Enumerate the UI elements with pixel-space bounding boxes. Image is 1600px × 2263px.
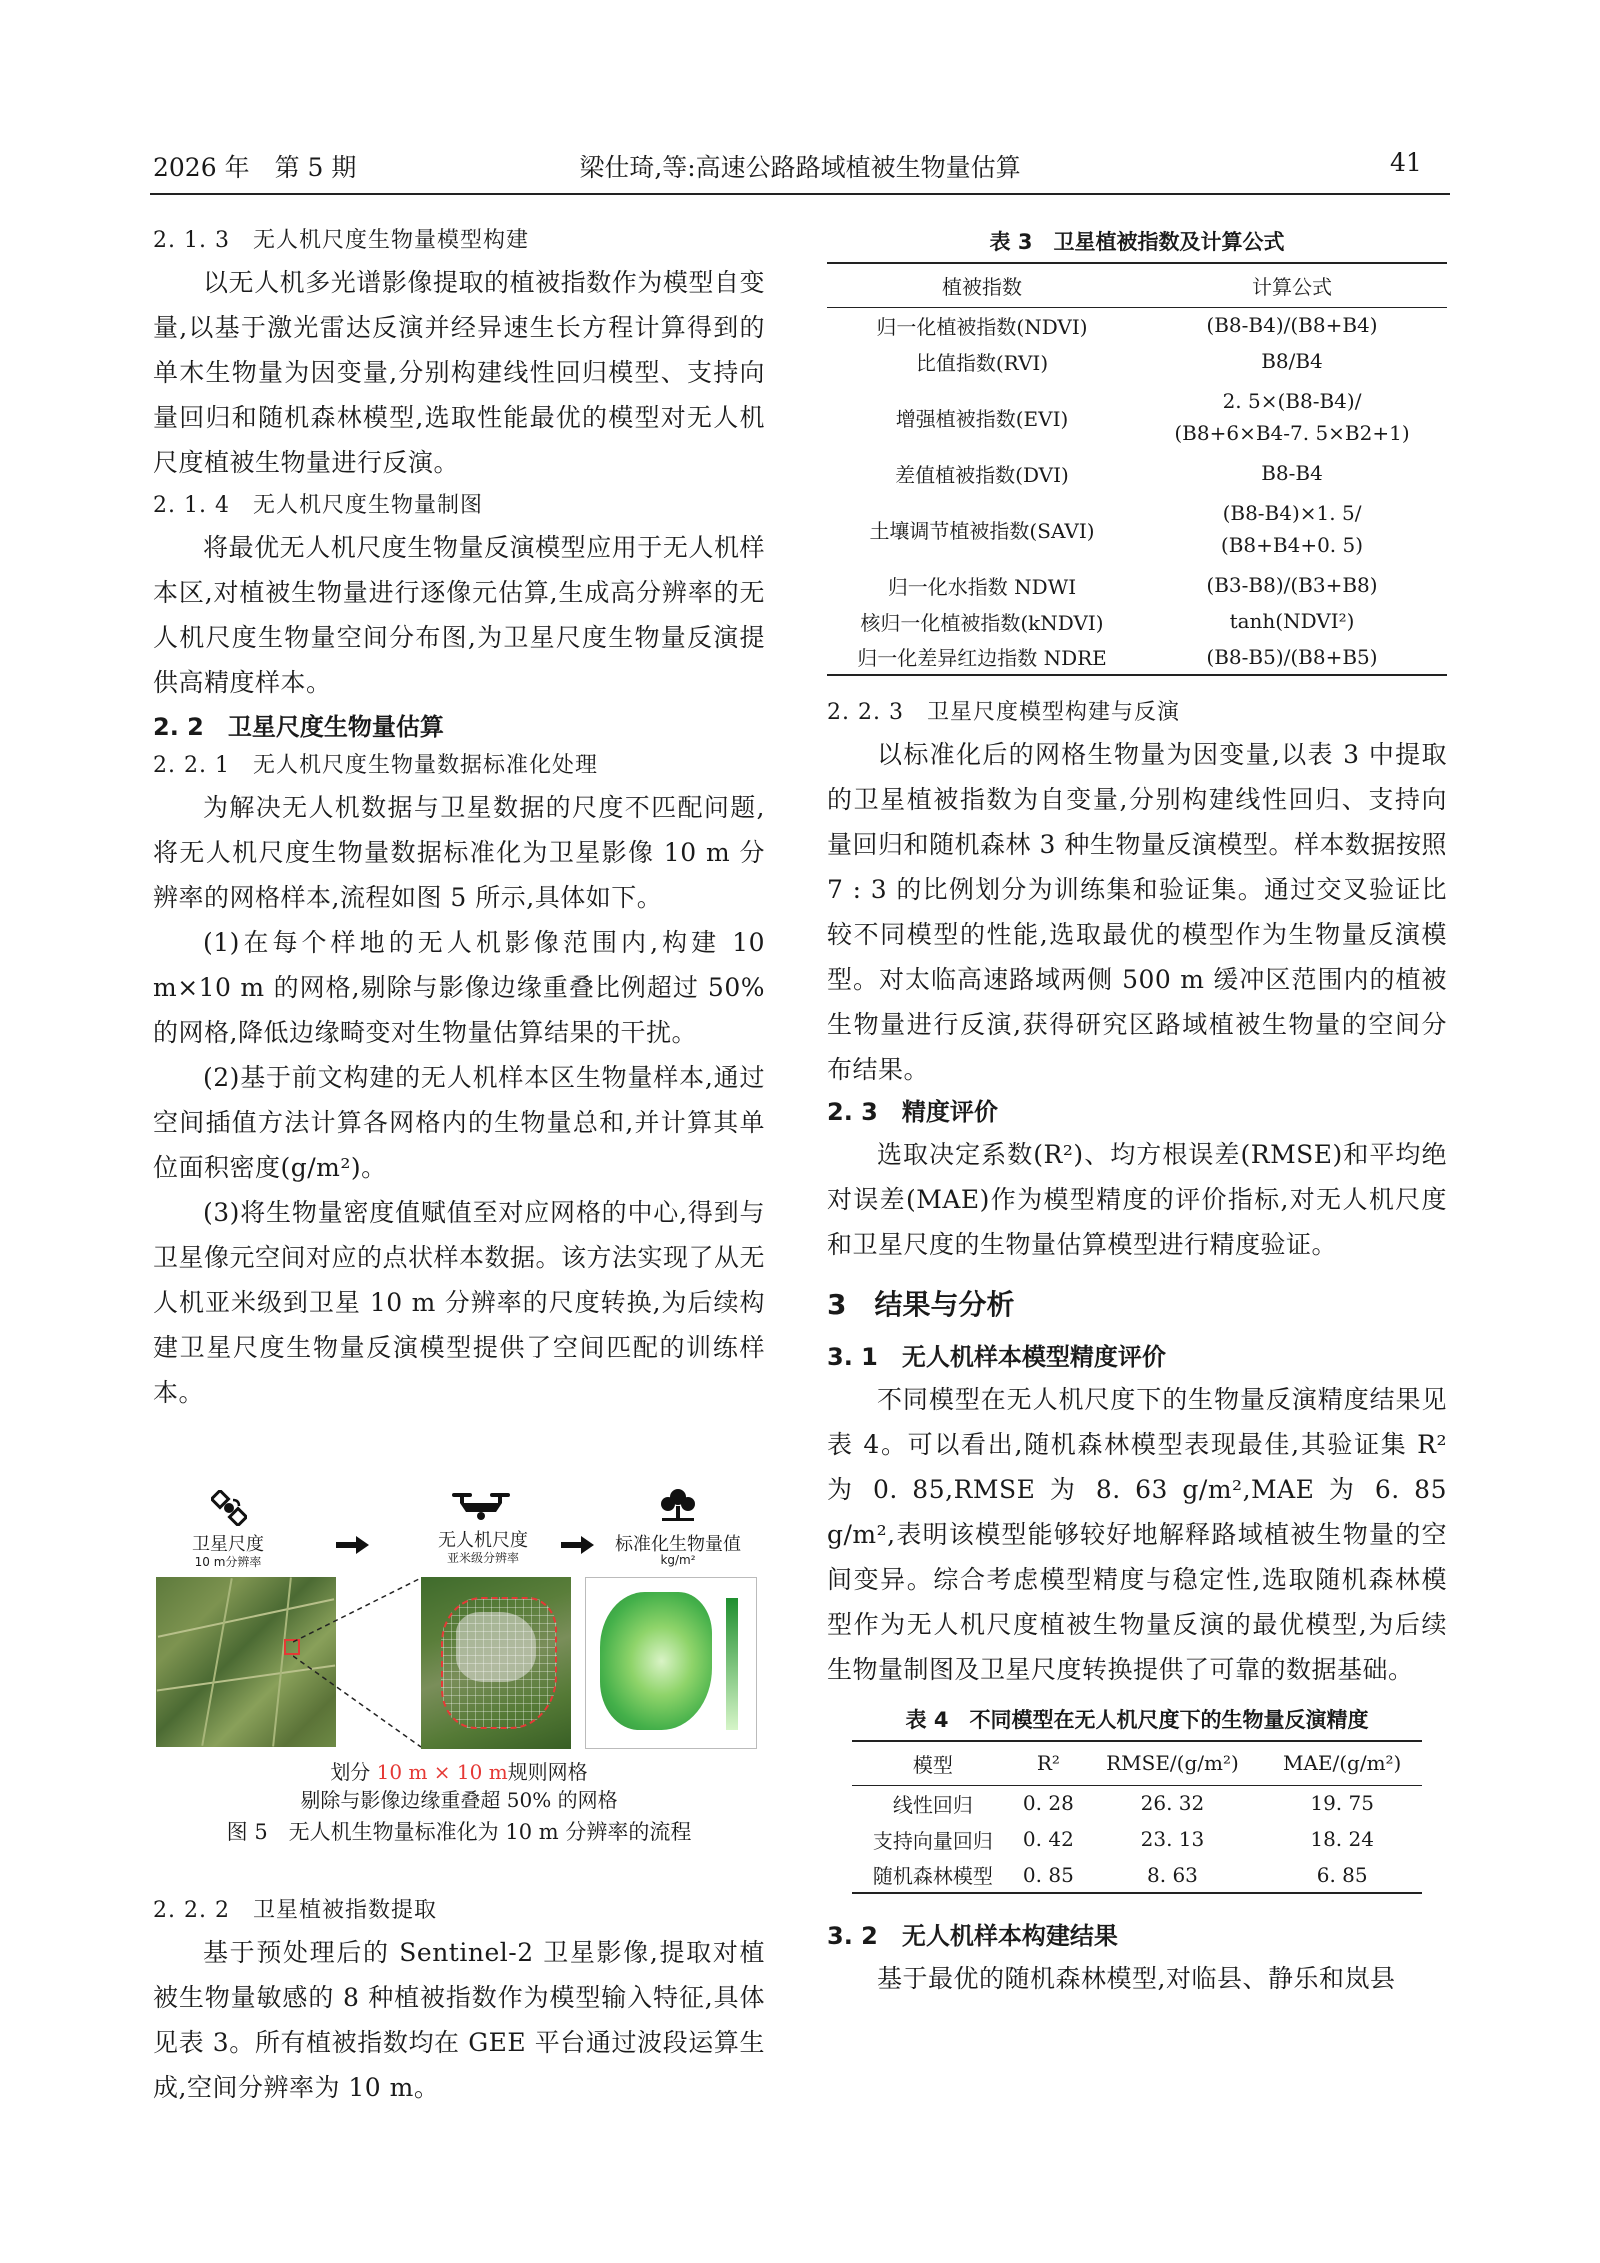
- section-3-1-heading: 3. 1 无人机样本模型精度评价: [827, 1343, 1166, 1371]
- arrow-right-icon: [561, 1535, 595, 1555]
- table-cell-formula: [1137, 455, 1447, 491]
- step-1-paragraph: (1)在每个样地的无人机影像范围内,构建 10 m×10 m 的网格,剔除与影像边缘重叠比例超过 50%的网格,降低边缘畸变对生物量估算结果的干扰。: [153, 928, 765, 1047]
- table-cell: 23. 13: [1140, 1827, 1205, 1851]
- figure-note-line-2: 剔除与影像边缘重叠超 50% 的网格: [300, 1788, 618, 1812]
- grid-overlay: [441, 1597, 557, 1729]
- section-2-1-3-heading: 2. 1. 3 无人机尺度生物量模型构建: [153, 228, 529, 253]
- table-cell-formula: [1137, 639, 1447, 675]
- arrow-right-icon: [336, 1535, 370, 1555]
- formula-line: (B8+B4+0. 5): [1220, 533, 1364, 557]
- satellite-resolution-label: 10 m分辨率: [194, 1555, 262, 1569]
- uav-image: [421, 1577, 571, 1749]
- section-3-heading: 3 结果与分析: [827, 1288, 1015, 1321]
- table-cell-index-name: 归一化植被指数(NDVI): [876, 314, 1088, 339]
- section-2-3-paragraph: 选取决定系数(R²)、均方根误差(RMSE)和平均绝对误差(MAE)作为模型精度的评价指标,对无人机尺度和卫星尺度的生物量估算模型进行精度验证。: [827, 1140, 1447, 1259]
- step-3-paragraph: (3)将生物量密度值赋值至对应网格的中心,得到与卫星像元空间对应的点状样本数据。该方法实现了从无人机亚米级到卫星 10 m 分辨率的尺度转换,为后续构建卫星尺度生物量反演模型提供了空间匹配的训练样本。: [153, 1198, 766, 1407]
- table-row: [827, 455, 1447, 491]
- biomass-unit-label: kg/m²: [660, 1553, 696, 1567]
- formula-line: tanh(NDVI²): [1229, 609, 1355, 633]
- table-cell: 0. 42: [1022, 1827, 1074, 1851]
- table-cell-index-name: 增强植被指数(EVI): [895, 406, 1069, 431]
- figure-5: [153, 1480, 765, 1860]
- table-3: [827, 262, 1447, 676]
- formula-line: 2. 5×(B8-B4)/: [1222, 389, 1362, 413]
- table-cell: 随机森林模型: [872, 1864, 993, 1888]
- header-rule: [150, 193, 1450, 195]
- table-cell: 6. 85: [1316, 1862, 1368, 1887]
- zoom-connector: [293, 1577, 423, 1752]
- table-cell-index-name: 归一化水指数 NDWI: [887, 574, 1077, 599]
- table-cell: 8. 63: [1147, 1862, 1198, 1887]
- section-2-2-2-heading: 2. 2. 2 卫星植被指数提取: [153, 1898, 437, 1923]
- table-header-row: [852, 1741, 1422, 1785]
- table-row: [827, 379, 1447, 455]
- section-2-1-3-paragraph: 以无人机多光谱影像提取的植被指数作为模型自变量,以基于激光雷达反演并经异速生长方程计算得到的单木生物量为因变量,分别构建线性回归模型、支持向量回归和随机森林模型,选取性能最优的模型对无人机尺度植被生物量进行反演。: [153, 268, 765, 477]
- table-cell: 线性回归: [892, 1792, 973, 1817]
- table-header-cell: R²: [1036, 1751, 1060, 1776]
- table-header-cell: 植被指数: [942, 274, 1022, 299]
- table-cell: 26. 32: [1140, 1791, 1205, 1816]
- table-cell-formula: [1137, 343, 1447, 379]
- table-cell-index-name: 核归一化植被指数(kNDVI): [860, 610, 1104, 635]
- table-header-cell: MAE/(g/m²): [1282, 1751, 1402, 1776]
- formula-line: (B8-B5)/(B8+B5): [1206, 644, 1378, 669]
- table-4-caption: 表 4 不同模型在无人机尺度下的生物量反演精度: [905, 1708, 1369, 1732]
- section-2-2-1-heading: 2. 2. 1 无人机尺度生物量数据标准化处理: [153, 753, 598, 778]
- section-2-1-4-heading: 2. 1. 4 无人机尺度生物量制图: [153, 493, 483, 518]
- section-3-2-heading: 3. 2 无人机样本构建结果: [827, 1922, 1118, 1950]
- table-4: [852, 1740, 1422, 1894]
- formula-line: (B8-B4)/(B8+B4): [1206, 313, 1378, 338]
- table-cell-index-name: 归一化差异红边指数 NDRE: [857, 646, 1107, 670]
- table-row: [852, 1821, 1422, 1857]
- journal-issue: 2026 年 第 5 期: [153, 153, 357, 182]
- section-2-3-heading: 2. 3 精度评价: [827, 1098, 998, 1126]
- formula-line: B8/B4: [1261, 349, 1323, 373]
- table-row: [827, 343, 1447, 379]
- table-cell-index-name: 比值指数(RVI): [915, 350, 1049, 375]
- page-number: 41: [1390, 148, 1422, 177]
- section-2-2-heading: 2. 2 卫星尺度生物量估算: [153, 713, 444, 741]
- table-row: [827, 603, 1447, 639]
- drone-icon: [450, 1490, 512, 1522]
- table-cell: 0. 28: [1022, 1791, 1074, 1816]
- table-header-cell: 模型: [912, 1752, 953, 1777]
- table-row: [827, 307, 1447, 343]
- table-row: [852, 1857, 1422, 1893]
- table-cell: 支持向量回归: [872, 1828, 993, 1853]
- table-3-caption: 表 3 卫星植被指数及计算公式: [989, 230, 1285, 254]
- table-cell-formula: [1137, 491, 1447, 567]
- table-header-cell: RMSE/(g/m²): [1106, 1751, 1239, 1776]
- formula-line: (B3-B8)/(B3+B8): [1206, 573, 1378, 597]
- section-2-2-2-paragraph: 基于预处理后的 Sentinel-2 卫星影像,提取对植被生物量敏感的 8 种植被指数作为模型输入特征,具体见表 3。所有植被指数均在 GEE 平台通过波段运算生成,空间分辨率为 10 m。: [153, 1938, 765, 2102]
- formula-line: (B8-B4)×1. 5/: [1222, 501, 1362, 525]
- table-cell: 0. 85: [1022, 1862, 1074, 1887]
- uav-resolution-label: 亚米级分辨率: [446, 1551, 519, 1565]
- color-legend: [726, 1598, 738, 1730]
- table-cell-formula: [1137, 567, 1447, 603]
- left-column-bottom: [153, 1892, 765, 2110]
- section-2-2-3-paragraph: 以标准化后的网格生物量为因变量,以表 3 中提取的卫星植被指数为自变量,分别构建线性回归、支持向量回归和随机森林 3 种生物量反演模型。样本数据按照 7 : 3 的比例划分为训练集和验证集。通过交叉验证比较不同模型的性能,选取最优的模型作为生物量反演模型。对太临高速路域两侧 500 m 缓冲区范围内的植被生物量进行反演,获得研究区路域植被生物量的空间分布结果。: [827, 740, 1447, 1084]
- table-cell-index-name: 土壤调节植被指数(SAVI): [869, 518, 1095, 543]
- table-cell-index-name: 差值植被指数(DVI): [895, 462, 1069, 487]
- figure-note-line-1: 划分 10 m × 10 m规则网格: [330, 1760, 588, 1784]
- table-cell: 18. 24: [1310, 1827, 1374, 1851]
- satellite-scale-label: 卫星尺度: [192, 1534, 264, 1555]
- table-cell-formula: [1137, 603, 1447, 639]
- step-2-paragraph: (2)基于前文构建的无人机样本区生物量样本,通过空间插值方法计算各网格内的生物量总和,并计算其单位面积密度(g/m²)。: [153, 1063, 765, 1182]
- satellite-icon: [211, 1490, 247, 1526]
- biomass-map: [585, 1577, 757, 1749]
- table-row: [852, 1785, 1422, 1821]
- standardized-biomass-label: 标准化生物量值: [615, 1534, 741, 1555]
- section-2-2-1-paragraph: 为解决无人机数据与卫星数据的尺度不匹配问题,将无人机尺度生物量数据标准化为卫星影像 10 m 分辨率的网格样本,流程如图 5 所示,具体如下。: [153, 793, 765, 912]
- table-cell-formula: [1137, 379, 1447, 455]
- tree-icon: [658, 1488, 698, 1522]
- section-3-2-paragraph: 基于最优的随机森林模型,对临县、静乐和岚县: [877, 1964, 1396, 1993]
- table-cell-formula: [1137, 307, 1447, 343]
- formula-line: B8-B4: [1261, 461, 1323, 485]
- uav-scale-label: 无人机尺度: [438, 1530, 528, 1551]
- figure-5-caption: 图 5 无人机生物量标准化为 10 m 分辨率的流程: [226, 1820, 692, 1844]
- table-row: [827, 491, 1447, 567]
- section-2-1-4-paragraph: 将最优无人机尺度生物量反演模型应用于无人机样本区,对植被生物量进行逐像元估算,生成高分辨率的无人机尺度生物量空间分布图,为卫星尺度生物量反演提供高精度样本。: [153, 533, 765, 697]
- table-row: [827, 639, 1447, 675]
- section-3-1-paragraph: 不同模型在无人机尺度下的生物量反演精度结果见表 4。可以看出,随机森林模型表现最佳,其验证集 R² 为 0. 85,RMSE 为 8. 63 g/m²,MAE 为 6. 85 g/m²,表明该模型能够较好地解释路域植被生物量的空间变异。综合考虑模型精度与稳定性,选取随机森林模型作为无人机尺度植被生物量反演的最优模型,为后续生物量制图及卫星尺度转换提供了可靠的数据基础。: [827, 1385, 1447, 1684]
- table-header-cell: 计算公式: [1252, 274, 1332, 299]
- formula-line: (B8+6×B4-7. 5×B2+1): [1174, 421, 1410, 445]
- table-header-row: [827, 263, 1447, 307]
- right-column: [827, 222, 1447, 2001]
- section-2-2-3-heading: 2. 2. 3 卫星尺度模型构建与反演: [827, 700, 1180, 725]
- table-cell: 19. 75: [1310, 1791, 1374, 1816]
- table-row: [827, 567, 1447, 603]
- running-title: 梁仕琦,等:高速公路路域植被生物量估算: [579, 153, 1021, 182]
- left-column: [153, 222, 765, 1415]
